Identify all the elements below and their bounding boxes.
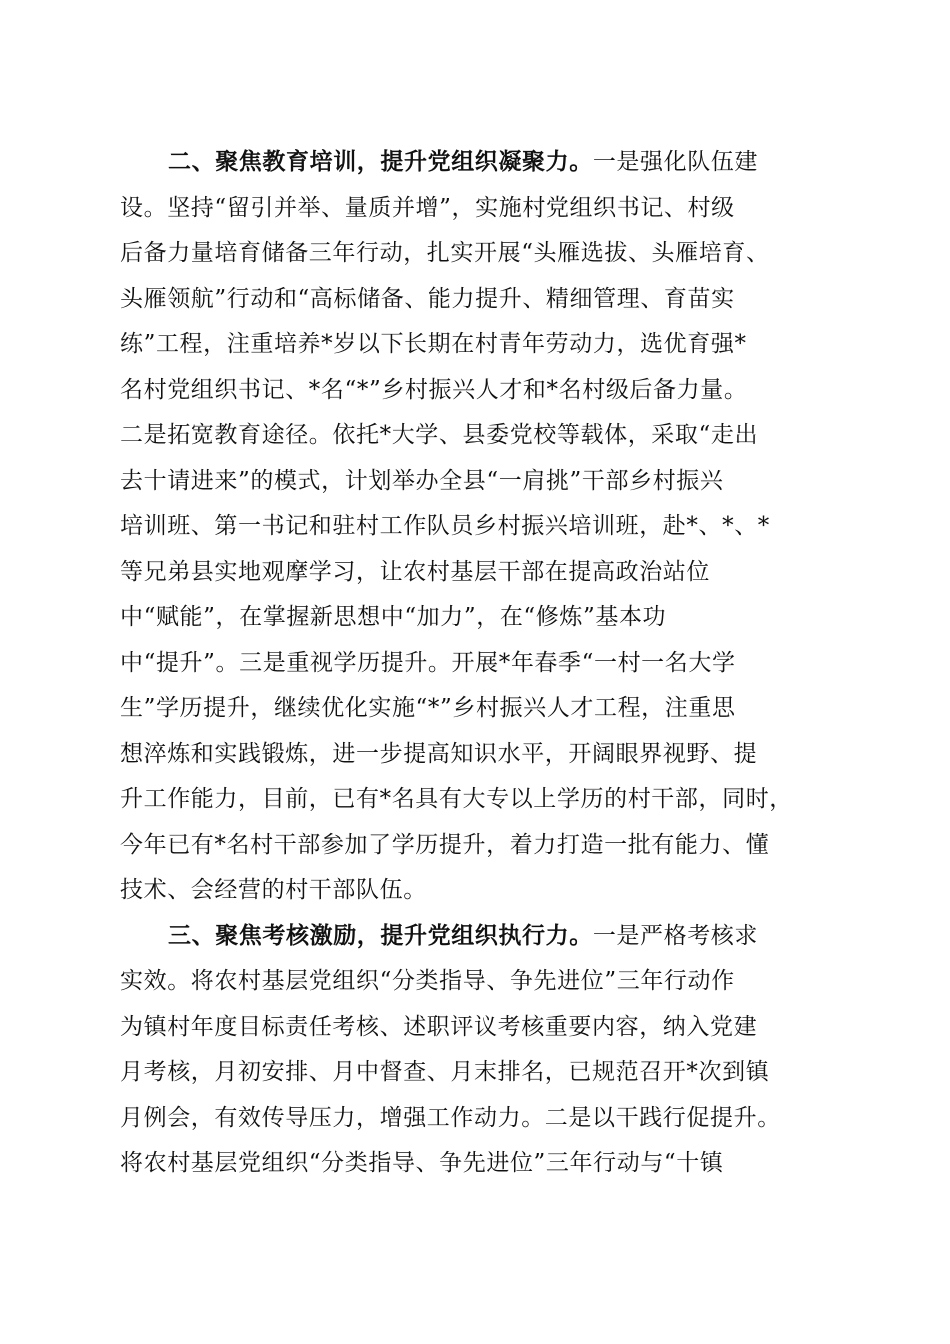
section-2-line: 想淬炼和实践锻炼，进一步提高知识水平，开阔眼界视野、提 [120, 740, 758, 767]
section-3-line: 将农村基层党组织“分类指导、争先进位”三年行动与“十镇 [120, 1150, 724, 1176]
section-2-line: 后备力量培育储备三年行动，扎实开展“头雁选拔、头雁培育、 [120, 240, 770, 266]
section-2-line: 生”学历提升，继续优化实施“*”乡村振兴人才工程，注重思 [120, 695, 736, 721]
section-2-line: 名村党组织书记、*名“*”乡村振兴人才和*名村级后备力量。 [120, 376, 748, 403]
section-3-line: 为镇村年度目标责任考核、述职评议考核重要内容，纳入党建 [120, 1013, 758, 1040]
section-2-line: 今年已有*名村干部参加了学历提升，着力打造一批有能力、懂 [120, 831, 770, 858]
section-2-line: 头雁领航”行动和“高标储备、能力提升、精细管理、育苗实 [120, 285, 735, 312]
section-3-first-line-text: 一是严格考核求 [592, 922, 759, 949]
section-3-first-line [120, 914, 836, 960]
section-2-line: 中“赋能”，在掌握新思想中“加力”，在“修炼”基本功 [120, 604, 667, 630]
section-2-line: 设。坚持“留引并举、量质并增”，实施村党组织书记、村级 [120, 194, 735, 221]
section-2-line: 等兄弟县实地观摩学习，让农村基层干部在提高政治站位 [120, 558, 710, 585]
section-2-line: 升工作能力，目前，已有*名具有大专以上学历的村干部，同时， [120, 786, 793, 812]
section-2-line: 去十请进来”的模式，计划举办全县“一肩挑”干部乡村振兴 [120, 467, 724, 494]
section-2-line: 二是拓宽教育途径。依托*大学、县委党校等载体，采取“走出 [120, 422, 759, 448]
section-2-line: 培训班、第一书记和驻村工作队员乡村振兴培训班，赴*、*、* [120, 513, 770, 539]
section-3-line: 月考核，月初安排、月中督查、月末排名，已规范召开*次到镇 [120, 1059, 770, 1085]
section-2-line: 技术、会经营的村干部队伍。 [120, 877, 427, 903]
section-2-first-line-text: 一是强化队伍建 [592, 149, 759, 175]
section-3-line: 月例会，有效传导压力，增强工作动力。二是以干践行促提升。 [120, 1104, 781, 1131]
section-2-line: 中“提升”。三是重视学历提升。开展*年春季“一村一名大学 [120, 649, 736, 676]
section-2-heading: 二、聚焦教育培训，提升党组织凝聚力。 [168, 149, 593, 175]
section-3-heading: 三、聚焦考核激励，提升党组织执行力。 [168, 922, 593, 949]
section-2-first-line [120, 140, 836, 186]
document-body [120, 140, 836, 1187]
section-3-line: 实效。将农村基层党组织“分类指导、争先进位”三年行动作 [120, 968, 735, 994]
section-2-line: 练”工程，注重培养*岁以下长期在村青年劳动力，选优育强* [120, 331, 747, 357]
